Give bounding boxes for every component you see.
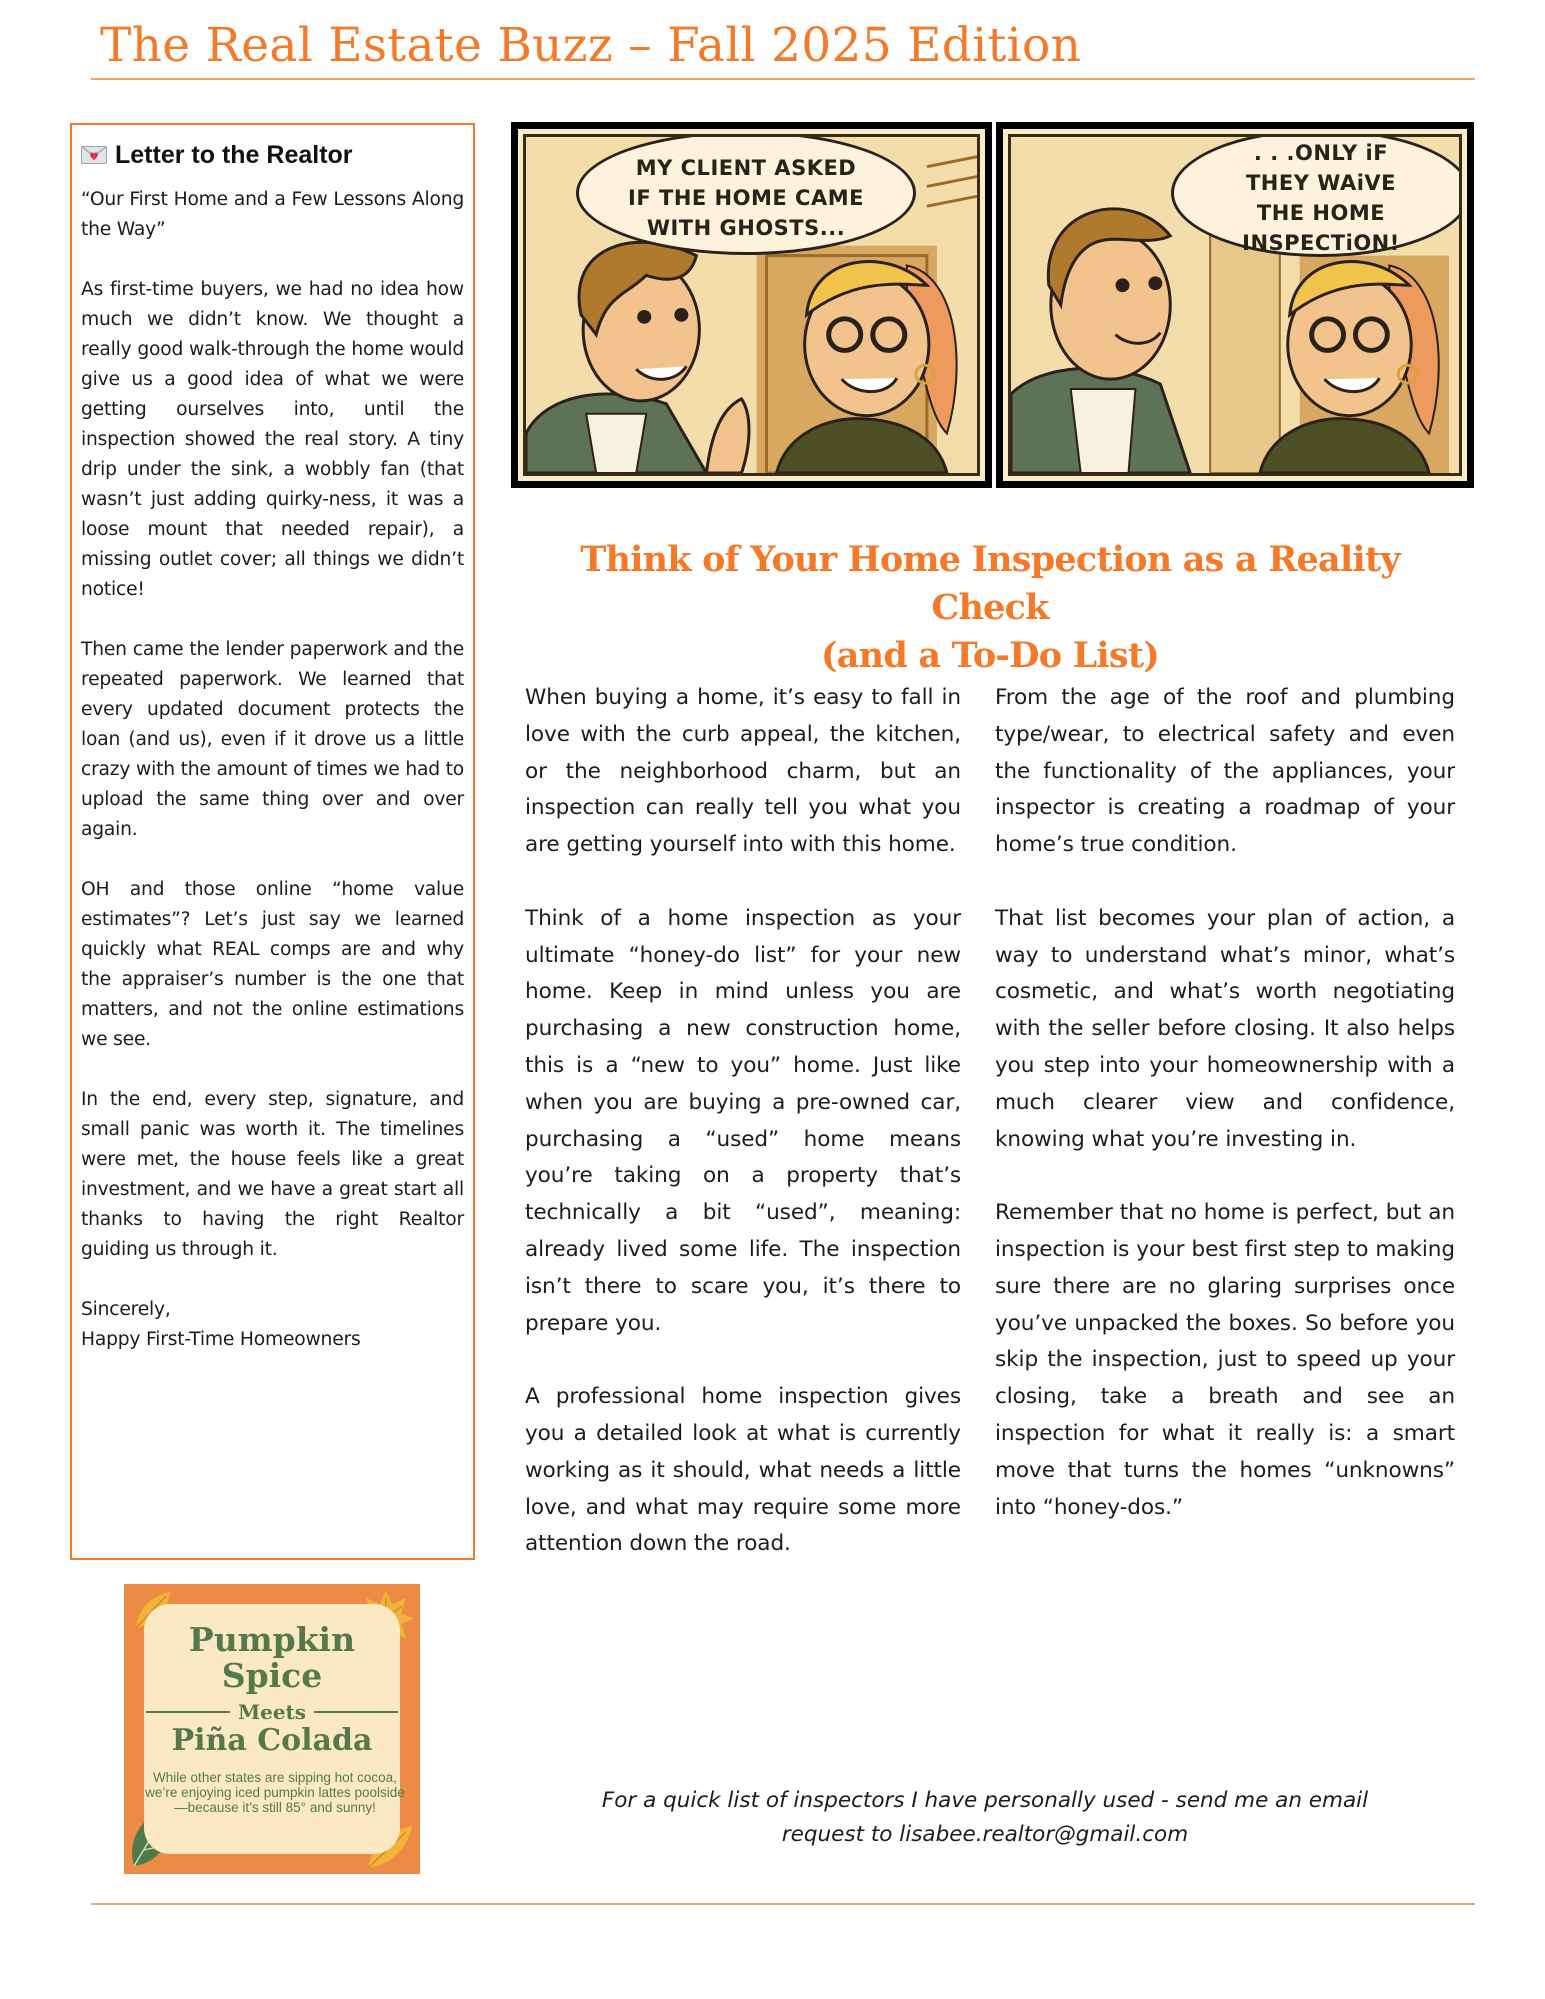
- article-paragraph: That list becomes your plan of action, a way to understand what’s minor, what’s cosmetic, and what’s worth negotiating with the seller before closing. It also helps you step into your homeownership with a much clearer view and confidence, knowing what you’re investing in.: [995, 905, 1455, 1152]
- pumpkin-card-blurb: While other states are sipping hot cocoa, we’re enjoying iced pumpkin lattes poolside —because it’s still 85° and sunny!: [145, 1770, 405, 1815]
- divider-line: [314, 1711, 398, 1713]
- pumpkin-title-line: Pumpkin: [188, 1620, 356, 1659]
- comic-illustration: [1008, 134, 1462, 476]
- letter-heading-text: Letter to the Realtor: [115, 140, 353, 169]
- letter-to-realtor-box: [70, 123, 475, 1560]
- love-letter-icon: [81, 146, 107, 164]
- speech-bubble-text: . . .ONLY iF THEY WAiVE THE HOME INSPECTiON!: [1242, 141, 1400, 255]
- article-paragraph: Remember that no home is perfect, but an inspection is your best first step to making sure there are no glaring surprises once you’ve unpacked the boxes. So before you skip the inspection, just to speed up your closing, take a breath and see an inspection for what it really is: a smart move that turns the homes “unknowns” into “honey-dos.”: [995, 1200, 1455, 1520]
- letter-paragraph: OH and those online “home value estimates”? Let’s just say we learned quickly what REAL comps are and why the appraiser’s number is the one that matters, and not the online estimations we see.: [81, 879, 464, 1050]
- article-paragraph: When buying a home, it’s easy to fall in love with the curb appeal, the kitchen, or the neighborhood charm, but an inspection can really tell you what you are getting yourself into with this home.: [525, 685, 961, 858]
- inspector-list-cta: [520, 1784, 1450, 1852]
- letter-paragraph: Then came the lender paperwork and the repeated paperwork. We learned that every updated document protects the loan (and us), even if it drove us a little crazy with the amount of times we had to upload the same thing over and over again.: [81, 639, 464, 840]
- article-title-line: Think of Your Home Inspection as a Reality Check: [580, 539, 1400, 628]
- cta-line: For a quick list of inspectors I have personally used - send me an email: [601, 1788, 1369, 1813]
- speech-bubble: [1171, 134, 1462, 257]
- comic-panel-1: [511, 122, 992, 488]
- letter-body: [81, 185, 464, 1355]
- letter-paragraph: In the end, every step, signature, and small panic was worth it. The timelines were met, the house feels like a great investment, and we have a great start all thanks to having the right Realtor guiding us through it.: [81, 1089, 464, 1260]
- letter-signature: Happy First-Time Homeowners: [81, 1329, 361, 1350]
- pumpkin-card-title: [124, 1622, 420, 1694]
- letter-closing: Sincerely,: [81, 1299, 171, 1320]
- newsletter-title: The Real Estate Buzz – Fall 2025 Edition: [100, 18, 1082, 73]
- comic-illustration: [523, 134, 980, 476]
- speech-bubble-text: MY CLIENT ASKED IF THE HOME CAME WITH GHOSTS...: [628, 156, 864, 240]
- meets-label: Meets: [237, 1700, 307, 1724]
- article-left-column: [525, 680, 961, 1563]
- pumpkin-card-meets: [146, 1700, 398, 1724]
- article-right-column: [995, 680, 1455, 1526]
- pumpkin-spice-card: [124, 1584, 420, 1874]
- divider-line: [146, 1711, 230, 1713]
- speech-bubble: [576, 134, 916, 255]
- article-title-line: (and a To-Do List): [821, 635, 1159, 676]
- letter-subtitle: “Our First Home and a Few Lessons Along the Way”: [81, 189, 464, 240]
- header-divider: [91, 78, 1475, 80]
- cta-email-line[interactable]: request to lisabee.realtor@gmail.com: [781, 1822, 1189, 1847]
- comic-panel-2: [996, 122, 1474, 488]
- pumpkin-card-subtitle: Piña Colada: [171, 1723, 373, 1758]
- article-paragraph: Think of a home inspection as your ultimate “honey-do list” for your new home. Keep in mind unless you are purchasing a new construction home, this is a “new to you” home. Just like when you are buying a pre-owned car, purchasing a “used” home means you’re taking on a property that’s technically a bit “used”, meaning: already lived some life. The inspection isn’t there to scare you, it’s there to prepare you.: [525, 905, 961, 1336]
- letter-paragraph: As first-time buyers, we had no idea how much we didn’t know. We thought a really good walk-through the home would give us a good idea of what we were getting ourselves into, until the inspection showed the real story. A tiny drip under the sink, a wobbly fan (that wasn’t just adding quirky-ness, it was a loose mount that needed repair), a missing outlet cover; all things we didn’t notice!: [81, 279, 464, 600]
- footer-divider: [91, 1903, 1475, 1905]
- article-title: [525, 536, 1455, 680]
- article-paragraph: A professional home inspection gives you a detailed look at what is currently working as it should, what needs a little love, and what may require some more attention down the road.: [525, 1384, 961, 1557]
- pumpkin-title-line: Spice: [221, 1656, 323, 1695]
- article-paragraph: From the age of the roof and plumbing type/wear, to electrical safety and even the functionality of the appliances, your inspector is creating a roadmap of your home’s true condition.: [995, 685, 1455, 858]
- letter-heading: [81, 137, 464, 173]
